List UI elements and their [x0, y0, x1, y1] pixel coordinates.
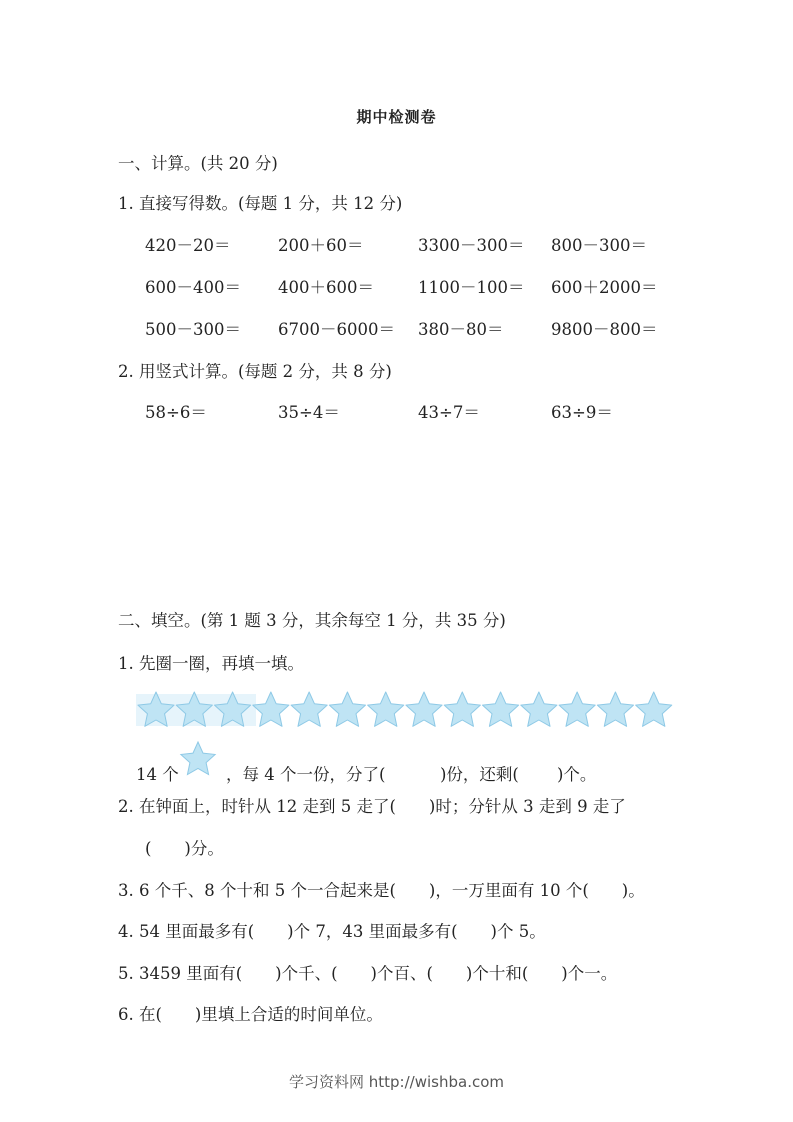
page-title: 期中检测卷 — [356, 108, 437, 126]
section2-q4: 4. 54 里面最多有( )个 7，43 里面最多有( )个 5。 — [118, 922, 546, 941]
calc-item: 600－400＝ — [145, 278, 241, 297]
division-item: 43÷7＝ — [418, 403, 480, 422]
section1-heading: 一、计算。(共 20 分) — [118, 154, 278, 173]
star-icon — [444, 692, 480, 726]
star-icon — [329, 692, 365, 726]
star-icon — [559, 692, 595, 726]
star-icon — [368, 692, 404, 726]
calc-item: 500－300＝ — [145, 320, 241, 339]
section1-q1-label: 1. 直接写得数。(每题 1 分，共 12 分) — [118, 194, 403, 213]
section2-q5: 5. 3459 里面有( )个千、( )个百、( )个十和( )个一。 — [118, 964, 618, 983]
star-question-part3: )个。 — [557, 765, 597, 784]
calc-item: 800－300＝ — [551, 236, 647, 255]
section2-q1-label: 1. 先圈一圈，再填一填。 — [118, 654, 304, 673]
division-item: 35÷4＝ — [278, 403, 340, 422]
star-icon — [177, 740, 219, 778]
star-icon — [483, 692, 519, 726]
calc-item: 200＋60＝ — [278, 236, 364, 255]
section2-q2-line1: 2. 在钟面上，时针从 12 走到 5 走了( )时；分针从 3 走到 9 走了 — [118, 797, 626, 816]
star-question-part2: )份，还剩( — [440, 765, 519, 784]
division-item: 58÷6＝ — [145, 403, 207, 422]
calc-item: 420－20＝ — [145, 236, 231, 255]
section2-q2-line2: ( )分。 — [145, 839, 224, 858]
calc-item: 380－80＝ — [418, 320, 504, 339]
star-row — [136, 690, 692, 730]
footer-watermark: 学习资料网 http://wishba.com — [289, 1073, 504, 1091]
calc-item: 1100－100＝ — [418, 278, 525, 297]
star-icon — [291, 692, 327, 726]
section2-q3: 3. 6 个千、8 个十和 5 个一合起来是( )，一万里面有 10 个( )。 — [118, 881, 645, 900]
section1-q2-label: 2. 用竖式计算。(每题 2 分，共 8 分) — [118, 362, 392, 381]
section2-q6: 6. 在( )里填上合适的时间单位。 — [118, 1005, 383, 1024]
star-icon — [253, 692, 289, 726]
star-count-text: 14 个 — [136, 765, 179, 784]
star-question-part1: ，每 4 个一份，分了( — [226, 765, 386, 784]
division-item: 63÷9＝ — [551, 403, 613, 422]
calc-item: 600＋2000＝ — [551, 278, 658, 297]
star-icon — [636, 692, 672, 726]
star-icon — [406, 692, 442, 726]
calc-item: 3300－300＝ — [418, 236, 525, 255]
calc-item: 9800－800＝ — [551, 320, 658, 339]
calc-item: 6700－6000＝ — [278, 320, 395, 339]
star-icon — [521, 692, 557, 726]
section2-heading: 二、填空。(第 1 题 3 分，其余每空 1 分，共 35 分) — [118, 611, 506, 630]
calc-item: 400＋600＝ — [278, 278, 374, 297]
star-icon — [597, 692, 633, 726]
